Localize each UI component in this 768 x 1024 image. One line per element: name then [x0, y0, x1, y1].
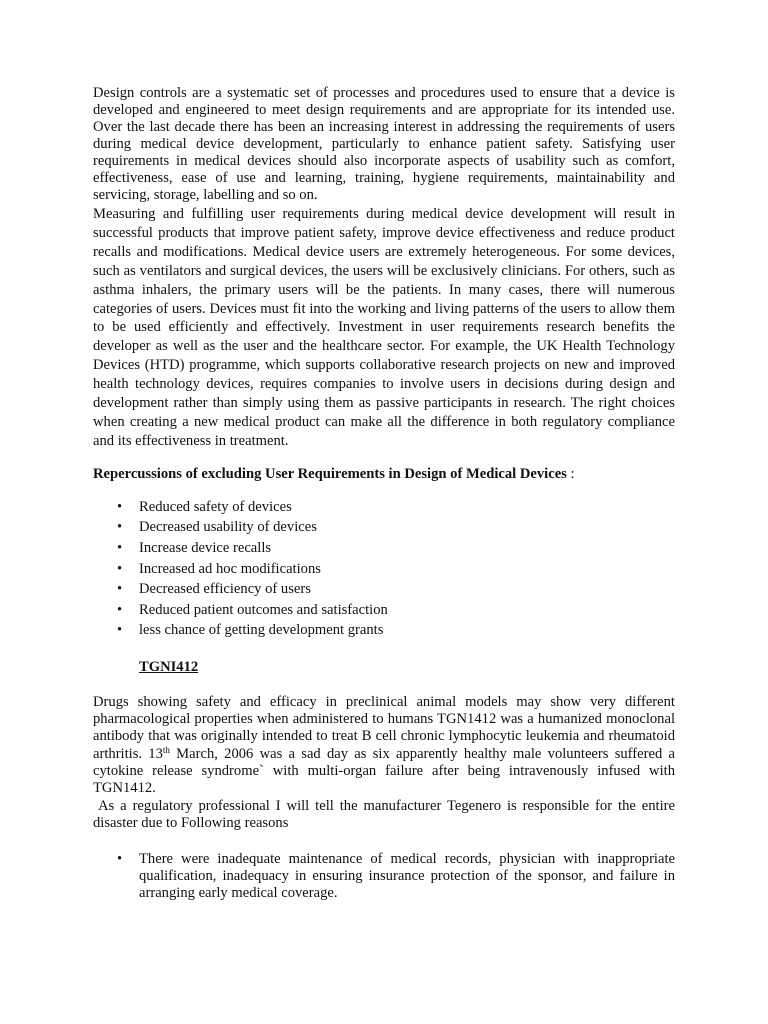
tgn-paragraph-part2: March, 2006 was a sad day as six apparently healthy male volunteers suffered a cytokine release syndrome` with multi-organ failure after being intravenously infused with TGN1412. [93, 745, 675, 796]
document-page [93, 85, 675, 902]
list-item [93, 517, 675, 538]
list-item [93, 559, 675, 580]
bullet-icon: • [117, 519, 123, 536]
repercussions-heading-text: Repercussions of excluding User Requirements in Design of Medical Devices [93, 465, 567, 482]
tgn-paragraph [93, 694, 675, 797]
tgn-section-title: TGNI412 [139, 658, 199, 675]
intro-paragraph: Design controls are a systematic set of processes and procedures used to ensure that a device is developed and engineered to meet design requirements and are appropriate for its intended use. Over the last decade there has been an increasing interest in addressing the requirements of users during medical device development, particularly to enhance patient safety. Satisfying user requirements in medical devices should also incorporate aspects of usability such as comfort, effectiveness, ease of use and learning, training, hygiene requirements, maintainability and servicing, storage, labelling and so on. [93, 85, 675, 203]
list-item [93, 538, 675, 559]
reasons-list [93, 851, 675, 903]
list-item [93, 579, 675, 600]
bullet-icon: • [117, 850, 123, 867]
bullet-icon: • [117, 498, 123, 515]
list-item [93, 851, 675, 903]
list-item-text: There were inadequate maintenance of medical records, physician with inappropriate qualification, inadequacy in ensuring insurance protection of the sponsor, and failure in arranging early medical coverage. [139, 850, 675, 901]
list-item-text: less chance of getting development grants [139, 622, 384, 639]
bullet-icon: • [117, 601, 123, 618]
list-item-text: Increased ad hoc modifications [139, 560, 321, 577]
list-item [93, 497, 675, 518]
list-item [93, 620, 675, 641]
bullet-icon: • [117, 581, 123, 598]
bullet-icon: • [117, 539, 123, 556]
repercussions-heading [93, 465, 675, 483]
list-item-text: Reduced patient outcomes and satisfaction [139, 601, 388, 618]
repercussions-list [93, 497, 675, 641]
repercussions-heading-colon: : [566, 465, 575, 482]
regulatory-paragraph: As a regulatory professional I will tell the manufacturer Tegenero is responsible for the entire disaster due to Following reasons [93, 798, 675, 832]
bullet-icon: • [117, 560, 123, 577]
user-requirements-paragraph: Measuring and fulfilling user requirements during medical device development will result in successful products that improve patient safety, improve device effectiveness and reduce product recalls and modifications. Medical device users are extremely heterogeneous. For some devices, such as ventilators and surgical devices, the users will be exclusively clinicians. For others, such as asthma inhalers, the primary users will be the patients. In many cases, there will numerous categories of users. Devices must fit into the working and living patterns of the users to allow them to be used efficiently and effectively. Investment in user requirements research benefits the developer as well as the user and the healthcare sector. For example, the UK Health Technology Devices (HTD) programme, which supports collaborative research projects on new and improved health technology devices, requires companies to involve users in decisions during design and development rather than simply using them as passive participants in research. The right choices when creating a new medical product can make all the difference in both regulatory compliance and its effectiveness in treatment. [93, 206, 675, 449]
list-item-text: Reduced safety of devices [139, 498, 292, 515]
tgn-paragraph-part1: Drugs showing safety and efficacy in preclinical animal models may show very different pharmacological properties when administered to humans TGN1412 was a humanized monoclonal antibody that was originally intended to treat B cell chronic lymphocytic leukemia and rheumatoid arthritis. 13 [93, 693, 675, 762]
list-item-text: Decreased usability of devices [139, 519, 317, 536]
list-item-text: Increase device recalls [139, 539, 272, 556]
ordinal-superscript: th [162, 744, 170, 755]
bullet-icon: • [117, 622, 123, 639]
list-item-text: Decreased efficiency of users [139, 581, 311, 598]
list-item [93, 600, 675, 621]
